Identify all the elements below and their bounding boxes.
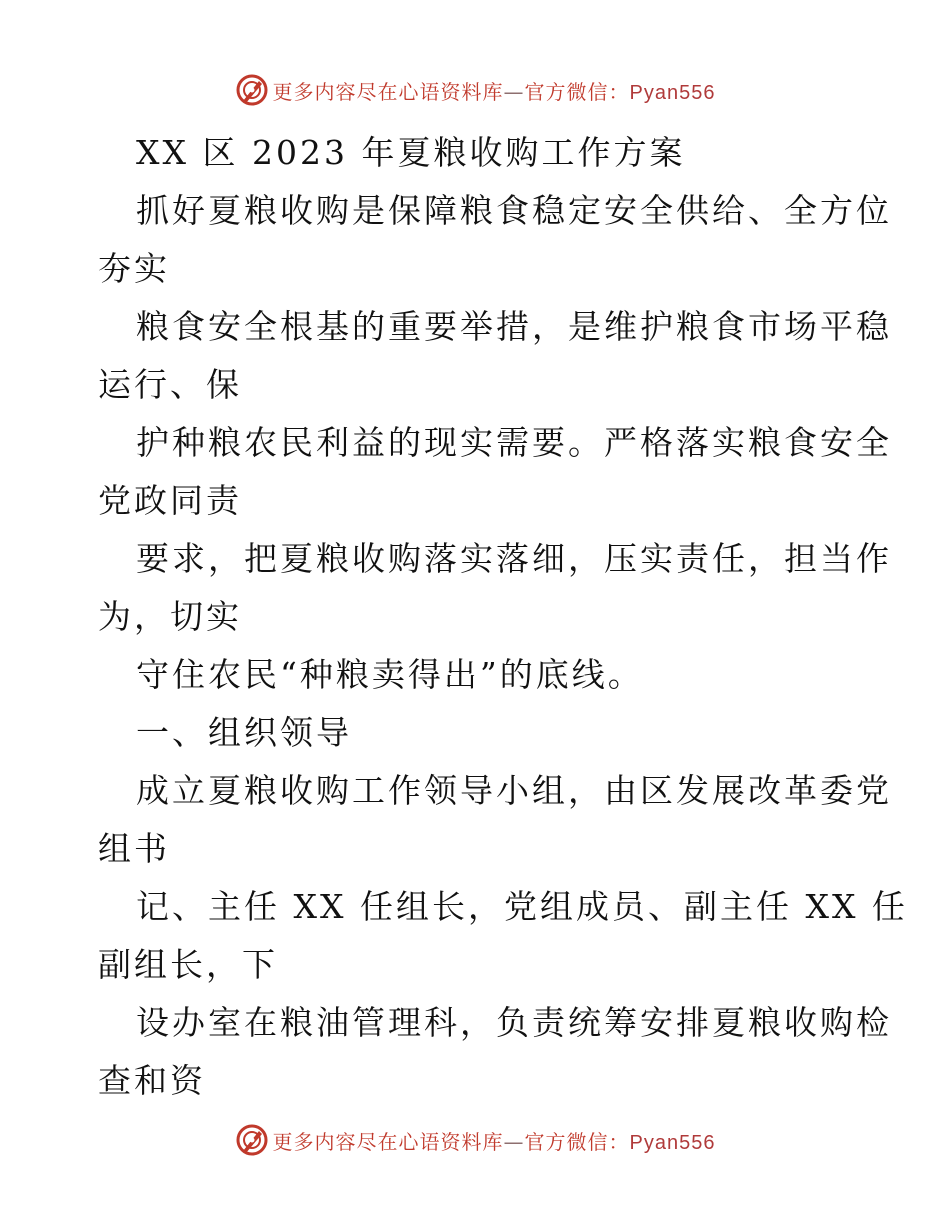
watermark-wechat-id: Pyan556: [629, 81, 716, 104]
doc-line: 粮食安全根基的重要举措，是维护粮食市场平稳: [136, 307, 892, 346]
doc-line: 记、主任 XX 任组长，党组成员、副主任 XX 任: [136, 887, 908, 926]
watermark-main: 更多内容尽在心语资料库: [272, 79, 504, 104]
pen-logo-icon: [235, 1123, 269, 1157]
doc-title: XX 区 2023 年夏粮收购工作方案: [136, 133, 686, 172]
doc-line: 设办室在粮油管理科，负责统筹安排夏粮收购检: [136, 1003, 892, 1042]
pen-logo-icon: [235, 73, 269, 107]
watermark-dash: —: [503, 79, 525, 104]
watermark-dash: —: [503, 1129, 525, 1154]
section-heading: 一、组织领导: [136, 713, 352, 752]
doc-line: 运行、保: [98, 365, 242, 404]
doc-line: 要求，把夏粮收购落实落细，压实责任，担当作: [136, 539, 892, 578]
watermark-wechat-id: Pyan556: [629, 1131, 716, 1154]
doc-line: 党政同责: [98, 481, 242, 520]
watermark-wechat-label: 官方微信：: [524, 79, 630, 104]
doc-line: 为，切实: [98, 597, 242, 636]
header-watermark-banner: [0, 70, 950, 110]
watermark-main: 更多内容尽在心语资料库: [272, 1129, 504, 1154]
doc-line: 守住农民“种粮卖得出”的底线。: [136, 655, 644, 694]
doc-line: 副组长，下: [98, 945, 278, 984]
doc-line: 成立夏粮收购工作领导小组，由区发展改革委党: [136, 771, 892, 810]
watermark-text: [273, 1126, 716, 1155]
watermark-text: [273, 76, 716, 105]
doc-line: 查和资: [98, 1061, 206, 1100]
doc-line: 护种粮农民利益的现实需要。严格落实粮食安全: [136, 423, 892, 462]
watermark-wechat-label: 官方微信：: [524, 1129, 630, 1154]
footer-watermark-banner: [0, 1120, 950, 1160]
document-body: [98, 124, 908, 1110]
doc-line: 组书: [98, 829, 170, 868]
doc-line: 夯实: [98, 249, 170, 288]
doc-line: 抓好夏粮收购是保障粮食稳定安全供给、全方位: [136, 191, 892, 230]
